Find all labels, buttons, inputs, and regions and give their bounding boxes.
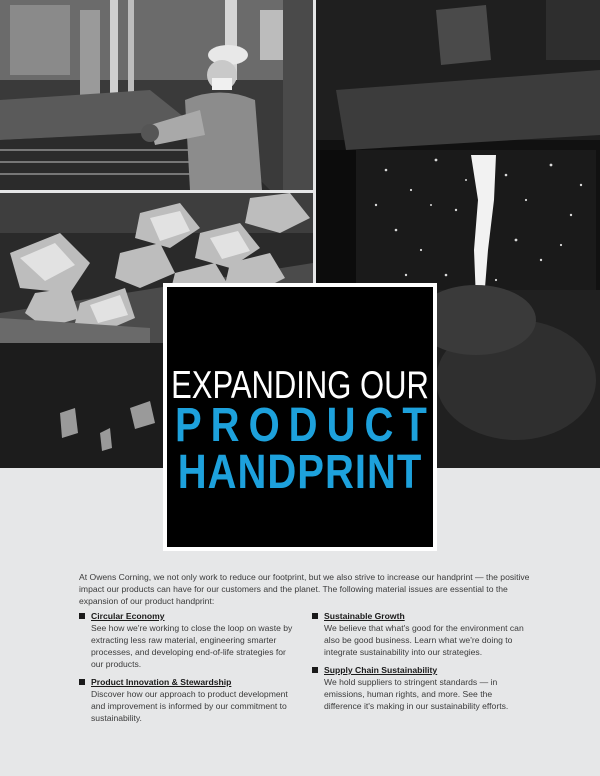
issue-supply-chain (312, 665, 527, 712)
supply-chain-link[interactable]: Supply Chain Sustainability (324, 665, 438, 675)
product-innovation-link[interactable]: Product Innovation & Stewardship (91, 677, 232, 687)
square-bullet-icon (312, 667, 318, 673)
material-issues-left-column (79, 611, 294, 731)
issue-circular-economy (79, 611, 294, 670)
material-issues-right-column (312, 611, 527, 719)
intro-paragraph: At Owens Corning, we not only work to reduce our footprint, but we also strive to increase our handprint — the positive impact our products can have for our customers and the planet. The following material issues are essential to the expansion of our product handprint: (79, 572, 530, 606)
title-line-expanding-our: EXPANDING OUR (171, 363, 429, 407)
supply-chain-description: We hold suppliers to stringent standards — in emissions, human rights, and more. See the difference it's making in our sustainability efforts. (324, 677, 509, 711)
title-box (163, 283, 437, 551)
title-line-handprint: HANDPRINT (177, 446, 423, 499)
issue-sustainable-growth (312, 611, 527, 658)
issue-product-innovation (79, 677, 294, 724)
sustainable-growth-link[interactable]: Sustainable Growth (324, 611, 405, 621)
factory-worker-photo (0, 0, 313, 190)
circular-economy-link[interactable]: Circular Economy (91, 611, 165, 621)
square-bullet-icon (79, 613, 85, 619)
square-bullet-icon (79, 679, 85, 685)
circular-economy-description: See how we're working to close the loop on waste by extracting less raw material, engineering smarter processes, and developing end-of-life strategies for our products. (91, 623, 293, 669)
square-bullet-icon (312, 613, 318, 619)
title-line-product: PRODUCT (175, 399, 436, 452)
product-innovation-description: Discover how our approach to product development and improvement is informed by our commitment to sustainability. (91, 689, 288, 723)
sustainable-growth-description: We believe that what's good for the environment can also be good business. Learn what we're doing to integrate sustainability into our strategies. (324, 623, 524, 657)
